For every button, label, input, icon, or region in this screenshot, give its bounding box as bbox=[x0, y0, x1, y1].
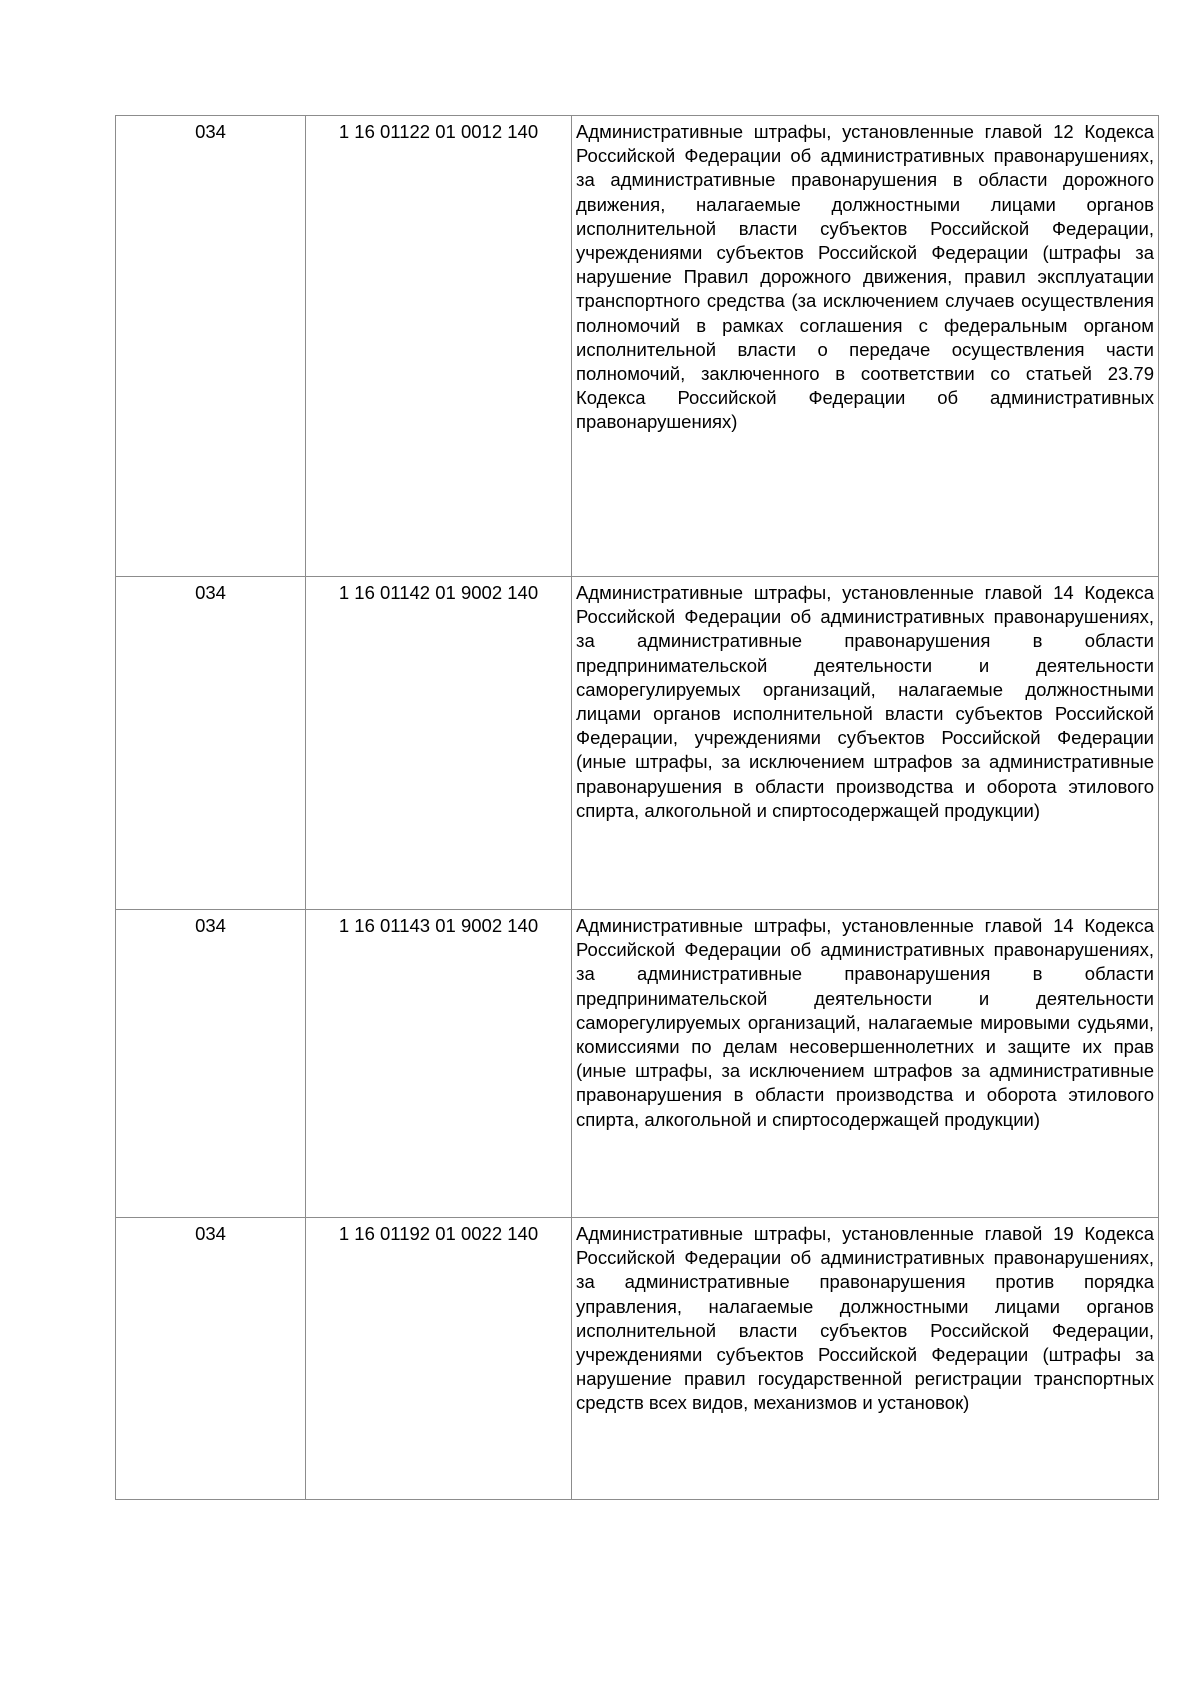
description-cell: Административные штрафы, установленные главой 12 Кодекса Российской Федерации об административных правонарушениях, за административные правонарушения в области дорожного движения, налагаемые должностными лицами органов исполнительной власти субъектов Российской Федерации, учреждениями субъектов Российской Федерации (штрафы за нарушение Правил дорожного движения, правил эксплуатации транспортного средства (за исключением случаев осуществления полномочий в рамках соглашения с федеральным органом исполнительной власти о передаче осуществления части полномочий, заключенного в соответствии со статьей 23.79 Кодекса Российской Федерации об административных правонарушениях) bbox=[572, 116, 1159, 577]
kbk-code-cell: 1 16 01143 01 9002 140 bbox=[306, 910, 572, 1218]
budget-codes-table bbox=[115, 115, 1159, 1500]
kbk-code-cell: 1 16 01142 01 9002 140 bbox=[306, 577, 572, 910]
admin-code-cell: 034 bbox=[116, 577, 306, 910]
admin-code-cell: 034 bbox=[116, 1218, 306, 1500]
kbk-code-cell: 1 16 01122 01 0012 140 bbox=[306, 116, 572, 577]
description-cell: Административные штрафы, установленные главой 14 Кодекса Российской Федерации об административных правонарушениях, за административные правонарушения в области предпринимательской деятельности и деятельности саморегулируемых организаций, налагаемые мировыми судьями, комиссиями по делам несовершеннолетних и защите их прав (иные штрафы, за исключением штрафов за административные правонарушения в области производства и оборота этилового спирта, алкогольной и спиртосодержащей продукции) bbox=[572, 910, 1159, 1218]
description-cell: Административные штрафы, установленные главой 19 Кодекса Российской Федерации об административных правонарушениях, за административные правонарушения против порядка управления, налагаемые должностными лицами органов исполнительной власти субъектов Российской Федерации, учреждениями субъектов Российской Федерации (штрафы за нарушение правил государственной регистрации транспортных средств всех видов, механизмов и установок) bbox=[572, 1218, 1159, 1500]
admin-code-cell: 034 bbox=[116, 116, 306, 577]
table-row bbox=[116, 910, 1159, 1218]
description-cell: Административные штрафы, установленные главой 14 Кодекса Российской Федерации об административных правонарушениях, за административные правонарушения в области предпринимательской деятельности и деятельности саморегулируемых организаций, налагаемые должностными лицами органов исполнительной власти субъектов Российской Федерации, учреждениями субъектов Российской Федерации (иные штрафы, за исключением штрафов за административные правонарушения в области производства и оборота этилового спирта, алкогольной и спиртосодержащей продукции) bbox=[572, 577, 1159, 910]
table-row bbox=[116, 577, 1159, 910]
admin-code-cell: 034 bbox=[116, 910, 306, 1218]
kbk-code-cell: 1 16 01192 01 0022 140 bbox=[306, 1218, 572, 1500]
table-row bbox=[116, 116, 1159, 577]
table-row bbox=[116, 1218, 1159, 1500]
